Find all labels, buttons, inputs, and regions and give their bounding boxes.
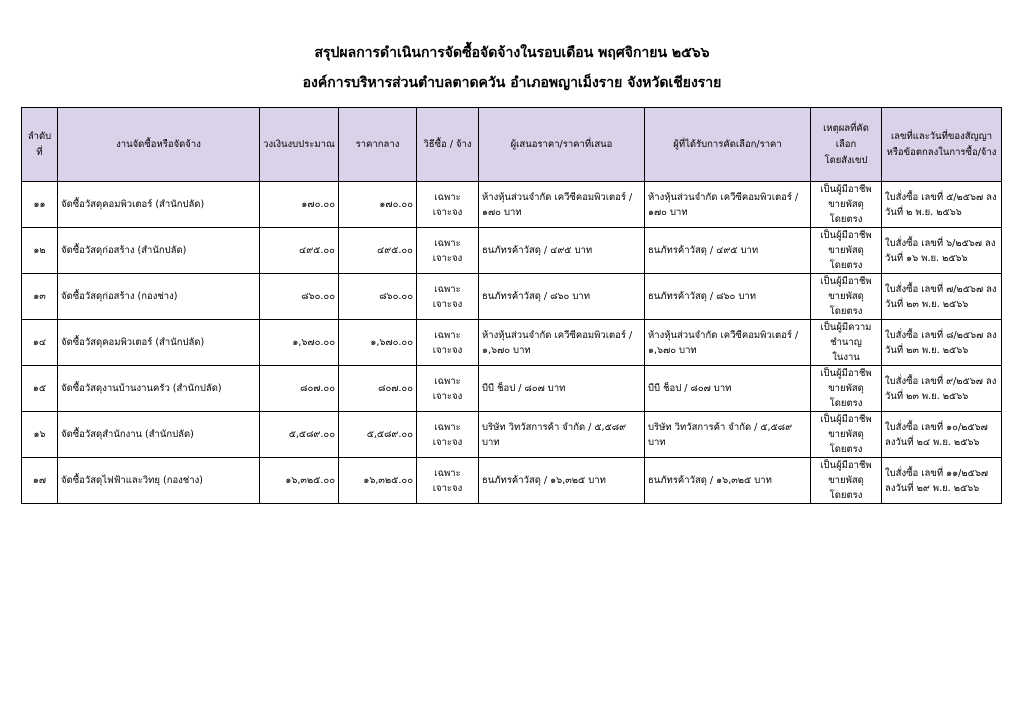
cell-contract — [882, 320, 1002, 366]
cell-reason-line1: เป็นผู้มีอาชีพ — [820, 414, 872, 425]
table-row — [22, 320, 1002, 366]
cell-bidder — [479, 320, 645, 366]
document-subtitle: องค์การบริหารส่วนตำบลตาดควัน อำเภอพญาเม็งราย จังหวัดเชียงราย — [302, 75, 722, 91]
cell-reason-line2: ขายพัสดุโดยตรง — [828, 245, 864, 271]
cell-reason-line2: ขายพัสดุโดยตรง — [828, 383, 864, 409]
header-bidder: ผู้เสนอราคา/ราคาที่เสนอ — [479, 108, 645, 182]
cell-item: จัดซื้อวัสดุสำนักงาน (สำนักปลัด) — [58, 412, 260, 458]
table-header — [22, 108, 1002, 182]
cell-bidder — [479, 412, 645, 458]
cell-winner — [645, 320, 811, 366]
cell-contract-line2: ลงวันที่ ๒๔ พ.ย. ๒๕๖๖ — [885, 436, 980, 448]
cell-reason — [811, 228, 882, 274]
cell-reason — [811, 412, 882, 458]
cell-reason-line2: ขายพัสดุโดยตรง — [828, 475, 864, 501]
cell-contract-line1: ใบสั่งซื้อ เลขที่ ๙/๒๕๖๗ ลง — [885, 375, 997, 387]
procurement-table — [21, 107, 1002, 504]
document-title: สรุปผลการดำเนินการจัดซื้อจัดจ้างในรอบเดือน พฤศจิกายน ๒๕๖๖ — [314, 45, 710, 61]
cell-bidder-line1: บริษัท วิทวัสการค้า จำกัด / ๕,๕๘๙ บาท — [482, 421, 627, 448]
cell-contract-line2: วันที่ ๒๓ พ.ย. ๒๕๖๖ — [885, 344, 969, 356]
cell-bidder — [479, 458, 645, 504]
cell-reason-line1: เป็นผู้มีอาชีพ — [820, 230, 872, 241]
cell-median-price: ๔๙๕.๐๐ — [339, 228, 417, 274]
cell-reason-line1: เป็นผู้มีอาชีพ — [820, 460, 872, 471]
table-row — [22, 366, 1002, 412]
cell-winner-line1: บริษัท วิทวัสการค้า จำกัด / ๕,๕๘๙ บาท — [648, 421, 793, 448]
cell-winner — [645, 182, 811, 228]
cell-item: จัดซื้อวัสดุคอมพิวเตอร์ (สำนักปลัด) — [58, 182, 260, 228]
cell-method: เฉพาะเจาะจง — [417, 182, 479, 228]
table-row — [22, 458, 1002, 504]
cell-winner-line1: ธนภัทรค้าวัสดุ / ๔๙๕ บาท — [648, 245, 759, 256]
cell-contract-line1: ใบสั่งซื้อ เลขที่ ๗/๒๕๖๗ ลง — [885, 283, 997, 295]
cell-item: จัดซื้อวัสดุก่อสร้าง (กองช่าง) — [58, 274, 260, 320]
cell-bidder — [479, 274, 645, 320]
cell-reason-line1: เป็นผู้มีอาชีพ — [820, 276, 872, 287]
table-row — [22, 228, 1002, 274]
cell-bidder — [479, 366, 645, 412]
cell-method: เฉพาะเจาะจง — [417, 366, 479, 412]
cell-method: เฉพาะเจาะจง — [417, 412, 479, 458]
table-row — [22, 412, 1002, 458]
cell-reason-line1: เป็นผู้มีความชำนาญ — [820, 322, 872, 348]
cell-contract-line1: ใบสั่งซื้อ เลขที่ ๕/๒๕๖๗ ลง — [885, 191, 997, 203]
cell-contract-line2: วันที่ ๒ พ.ย. ๒๕๖๖ — [885, 206, 962, 218]
cell-budget: ๕,๕๘๙.๐๐ — [260, 412, 339, 458]
cell-no: ๑๓ — [22, 274, 58, 320]
cell-reason — [811, 320, 882, 366]
cell-contract — [882, 412, 1002, 458]
cell-winner-line1: บีบี ช็อป / ๘๐๗ บาท — [648, 383, 732, 394]
cell-winner-line2: ๑๗๐ บาท — [648, 206, 688, 218]
cell-budget: ๑๖,๓๒๕.๐๐ — [260, 458, 339, 504]
cell-winner-line1: ห้างหุ้นส่วนจำกัด เควีซีคอมพิวเตอร์ / — [648, 191, 799, 203]
cell-bidder-line2: ๑๗๐ บาท — [482, 206, 522, 218]
cell-bidder-line1: บีบี ช็อป / ๘๐๗ บาท — [482, 383, 566, 394]
cell-budget: ๘๖๐.๐๐ — [260, 274, 339, 320]
cell-contract-line1: ใบสั่งซื้อ เลขที่ ๘/๒๕๖๗ ลง — [885, 329, 997, 341]
cell-reason-line2: ขายพัสดุโดยตรง — [828, 199, 864, 225]
cell-winner — [645, 458, 811, 504]
cell-method: เฉพาะเจาะจง — [417, 320, 479, 366]
cell-contract — [882, 274, 1002, 320]
cell-item: จัดซื้อวัสดุคอมพิวเตอร์ (สำนักปลัด) — [58, 320, 260, 366]
header-winner: ผู้ที่ได้รับการคัดเลือก/ราคา — [645, 108, 811, 182]
cell-winner — [645, 274, 811, 320]
cell-contract-line1: ใบสั่งซื้อ เลขที่ ๑๐/๒๕๖๗ — [885, 421, 988, 433]
cell-no: ๑๕ — [22, 366, 58, 412]
cell-median-price: ๘๐๗.๐๐ — [339, 366, 417, 412]
header-budget: วงเงินงบประมาณ — [260, 108, 339, 182]
cell-reason — [811, 458, 882, 504]
cell-budget: ๘๐๗.๐๐ — [260, 366, 339, 412]
table-body — [22, 182, 1002, 504]
cell-bidder — [479, 182, 645, 228]
cell-reason-line1: เป็นผู้มีอาชีพ — [820, 184, 872, 195]
cell-contract-line2: วันที่ ๑๖ พ.ย. ๒๕๖๖ — [885, 252, 968, 264]
header-contract — [882, 108, 1002, 182]
header-contract-line2: หรือข้อตกลงในการซื้อ/จ้าง — [886, 146, 997, 158]
cell-reason — [811, 366, 882, 412]
cell-budget: ๑,๖๗๐.๐๐ — [260, 320, 339, 366]
cell-bidder-line1: ห้างหุ้นส่วนจำกัด เควีซีคอมพิวเตอร์ / — [482, 329, 633, 341]
cell-median-price: ๑๖,๓๒๕.๐๐ — [339, 458, 417, 504]
cell-no: ๑๒ — [22, 228, 58, 274]
cell-reason-line2: ขายพัสดุโดยตรง — [828, 429, 864, 455]
cell-contract — [882, 366, 1002, 412]
cell-bidder-line1: ห้างหุ้นส่วนจำกัด เควีซีคอมพิวเตอร์ / — [482, 191, 633, 203]
header-reason-line2: โดยสังเขป — [824, 154, 868, 166]
header-no: ลำดับที่ — [22, 108, 58, 182]
cell-reason — [811, 182, 882, 228]
cell-no: ๑๑ — [22, 182, 58, 228]
header-method: วิธีซื้อ / จ้าง — [417, 108, 479, 182]
cell-bidder-line2: ๑,๖๗๐ บาท — [482, 344, 531, 356]
cell-budget: ๔๙๕.๐๐ — [260, 228, 339, 274]
cell-winner-line2: ๑,๖๗๐ บาท — [648, 344, 697, 356]
cell-bidder-line1: ธนภัทรค้าวัสดุ / ๔๙๕ บาท — [482, 245, 593, 256]
cell-reason-line2: ในงาน — [832, 352, 860, 363]
cell-winner — [645, 228, 811, 274]
cell-bidder — [479, 228, 645, 274]
cell-no: ๑๖ — [22, 412, 58, 458]
table-row — [22, 182, 1002, 228]
cell-median-price: ๘๖๐.๐๐ — [339, 274, 417, 320]
cell-bidder-line1: ธนภัทรค้าวัสดุ / ๘๖๐ บาท — [482, 291, 590, 302]
cell-contract-line2: ลงวันที่ ๒๙ พ.ย. ๒๕๖๖ — [885, 482, 980, 494]
cell-reason — [811, 274, 882, 320]
cell-no: ๑๔ — [22, 320, 58, 366]
cell-median-price: ๑๗๐.๐๐ — [339, 182, 417, 228]
cell-winner-line1: ห้างหุ้นส่วนจำกัด เควีซีคอมพิวเตอร์ / — [648, 329, 799, 341]
cell-winner — [645, 412, 811, 458]
header-reason — [811, 108, 882, 182]
table-row — [22, 274, 1002, 320]
cell-contract-line1: ใบสั่งซื้อ เลขที่ ๑๑/๒๕๖๗ — [885, 467, 989, 479]
header-contract-line1: เลขที่และวันที่ของสัญญา — [890, 130, 993, 142]
cell-contract-line2: วันที่ ๒๓ พ.ย. ๒๕๖๖ — [885, 298, 969, 310]
cell-winner-line1: ธนภัทรค้าวัสดุ / ๘๖๐ บาท — [648, 291, 756, 302]
cell-contract-line2: วันที่ ๒๓ พ.ย. ๒๕๖๖ — [885, 390, 969, 402]
cell-reason-line2: ขายพัสดุโดยตรง — [828, 291, 864, 317]
cell-contract — [882, 458, 1002, 504]
cell-no: ๑๗ — [22, 458, 58, 504]
cell-method: เฉพาะเจาะจง — [417, 274, 479, 320]
cell-bidder-line1: ธนภัทรค้าวัสดุ / ๑๖,๓๒๕ บาท — [482, 475, 606, 486]
cell-item: จัดซื้อวัสดุงานบ้านงานครัว (สำนักปลัด) — [58, 366, 260, 412]
cell-item: จัดซื้อวัสดุก่อสร้าง (สำนักปลัด) — [58, 228, 260, 274]
cell-contract — [882, 228, 1002, 274]
cell-budget: ๑๗๐.๐๐ — [260, 182, 339, 228]
cell-contract-line1: ใบสั่งซื้อ เลขที่ ๖/๒๕๖๗ ลง — [885, 237, 996, 249]
header-median-price: ราคากลาง — [339, 108, 417, 182]
cell-method: เฉพาะเจาะจง — [417, 228, 479, 274]
cell-method: เฉพาะเจาะจง — [417, 458, 479, 504]
cell-item: จัดซื้อวัสดุไฟฟ้าและวิทยุ (กองช่าง) — [58, 458, 260, 504]
cell-median-price: ๕,๕๘๙.๐๐ — [339, 412, 417, 458]
cell-winner-line1: ธนภัทรค้าวัสดุ / ๑๖,๓๒๕ บาท — [648, 475, 772, 486]
cell-median-price: ๑,๖๗๐.๐๐ — [339, 320, 417, 366]
header-reason-line1: เหตุผลที่คัดเลือก — [823, 122, 869, 150]
cell-reason-line1: เป็นผู้มีอาชีพ — [820, 368, 872, 379]
cell-contract — [882, 182, 1002, 228]
cell-winner — [645, 366, 811, 412]
header-item: งานจัดซื้อหรือจัดจ้าง — [58, 108, 260, 182]
